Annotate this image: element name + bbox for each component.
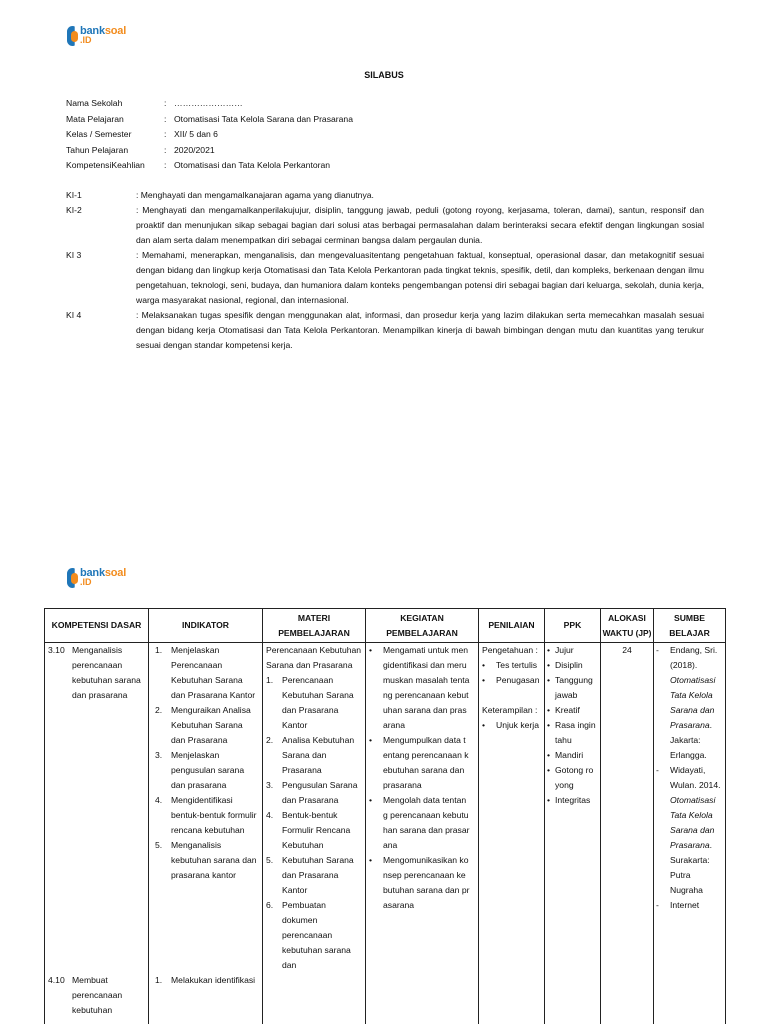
indikator-item-number: 1. [155,975,163,985]
bullet-icon: • [547,660,551,670]
bullet-icon: • [547,765,551,775]
logo-text-soal: soal [104,567,127,579]
info-separator: : [164,144,167,155]
ki-row [66,188,704,203]
kd-number: 3.10 [48,645,65,655]
source-item: - Widayati, Wulan. 2014. Otomatisasi Tata Kelola Sarana dan Prasarana. Surakarta: Putra Nugraha [656,765,721,895]
indikator-item-number: 4. [155,795,163,805]
kegiatan-item [369,793,470,853]
table-header-row [45,609,726,643]
info-value: Otomatisasi dan Tata Kelola Perkantoran [174,160,331,171]
logo-text-soal: soal [104,25,127,37]
cell-ppk [545,643,601,1024]
bullet-icon: • [547,750,551,760]
kegiatan-item [369,853,470,913]
ki-row [66,203,704,248]
ppk-item [547,673,597,703]
ppk-item-text: Mandiri [555,750,584,760]
cell-penilaian [479,643,545,1024]
brand-logo-bottom [67,568,126,588]
ki-code: KI-1 [66,190,82,200]
brand-logo-icon [67,568,78,588]
table-row [45,643,726,1024]
ppk-item-text: Tanggung jawab [555,675,593,700]
brand-logo-icon [67,26,78,46]
ppk-item [547,643,597,658]
info-row [66,127,353,143]
materi-intro: Perencanaan Kebutuhan Sarana dan Prasarana [266,645,362,670]
info-label: Kelas / Semester [66,129,132,140]
bullet-icon: • [369,645,373,655]
kegiatan-item-text: Mengolah data tentang perencanaan kebutuhan sarana dan prasarana [383,795,470,850]
indikator-item-text: Mengidentifikasi bentuk-bentuk formulir rencana kebutuhan [171,795,257,835]
materi-item-number: 5. [266,855,274,865]
kegiatan-item [369,643,470,733]
kd-item [48,643,145,973]
identity-block [66,96,353,174]
info-value: XII/ 5 dan 6 [174,129,218,140]
ki-code: KI 4 [66,310,82,320]
ki-text: : Melaksanakan tugas spesifik dengan menggunakan alat, informasi, dan prosedur kerja yang lazim dilakukan serta memecahkan masalah sesuai dengan bidang kerja Otomatisasi dan Tata Kelola Perkantoran. Menampilkan kinerja di bawah bimbingan dengan mutu dan kuantitas yang terukur sesuai dengan standar kompetensi kerja. [136,310,704,350]
page-title: SILABUS [364,70,404,80]
materi-item [266,673,362,733]
kd-item [48,973,145,1018]
materi-item-number: 4. [266,810,274,820]
info-row [66,96,353,112]
logo-text-id: .ID [80,35,92,45]
penilaian-keterampilan-label: Keterampilan : [482,705,538,715]
indikator-item-text: Menjelaskan Perencanaan Kebutuhan Sarana dan Prasarana Kantor [171,645,256,700]
kd-text: Membuat perencanaan kebutuhan [72,975,123,1015]
header-sumber: SUMBE BELAJAR [654,609,726,643]
source-title: Otomatisasi Tata Kelola Sarana dan Prasarana [670,675,716,730]
penilaian-item [482,718,541,733]
alokasi-value: 24 [622,645,632,655]
indikator-item [155,748,259,793]
indikator-item-number: 5. [155,840,163,850]
cell-alokasi [601,643,654,1024]
info-separator: : [164,98,167,108]
indikator-item-number: 2. [155,705,163,715]
bullet-icon: • [369,855,373,865]
materi-item-text: Pembuatan dokumen perencanaan kebutuhan sarana dan [282,900,351,970]
ki-row [66,248,704,308]
materi-item-number: 6. [266,900,274,910]
kd-text: Menganalisis perencanaan kebutuhan sarana dan prasarana [72,645,141,700]
ppk-item-text: Gotong royong [555,765,594,790]
penilaian-item-text: Tes tertulis [496,660,538,670]
ppk-item-text: Jujur [555,645,574,655]
logo-text-id: .ID [80,577,92,587]
cell-materi [263,643,366,1024]
info-row [66,143,353,159]
materi-item-number: 2. [266,735,274,745]
indikator-item [155,703,259,748]
materi-item [266,808,362,853]
ki-text: : Menghayati dan mengamalkanperilakujujur, disiplin, tanggung jawab, peduli (gotong royong, kerjasama, toleran, damai), santun, responsif dan proaktif dan menunjukan sikap sebagai bagian dari solusi atas berbagai permasalahan dalam berinteraksi secara efektif dengan lingkungan sosial dan alam serta dalam menempatkan diri sebagai cerminan bangsa dalam pergaulan dunia. [136,205,704,245]
bullet-icon: • [547,705,551,715]
materi-item [266,898,362,973]
bullet-icon: • [369,795,373,805]
penilaian-item-text: Penugasan [496,675,540,685]
ki-row [66,308,704,353]
kegiatan-item [369,733,470,793]
indikator-item-text: Menguraikan Analisa Kebutuhan Sarana dan Prasarana [171,705,251,745]
brand-logo-top [67,26,126,46]
header-materi: MATERI PEMBELAJARAN [263,609,366,643]
bullet-icon: • [547,795,551,805]
ki-text: : Memahami, menerapkan, menganalisis, dan mengevaluasitentang pengetahuan faktual, konseptual, operasional dasar, dan metakognitif sesuai dengan bidang dan lingkup kerja Otomatisasi dan Tata Kelola Perkantoran pada tingkat teknis, spesifik, detil, dan kompleks, berkenaan dengan ilmu pengetahuan, teknologi, seni, budaya, dan humaniora dalam konteks pengembangan potensi diri sebagai bagian dari keluarga, sekolah, dunia kerja, warga masyarakat nasional, regional, dan internasional. [136,250,704,305]
core-competencies [66,188,704,353]
info-separator: : [164,129,167,140]
header-alokasi: ALOKASI WAKTU (JP) [601,609,654,643]
info-value: Otomatisasi Tata Kelola Sarana dan Prasarana [174,113,353,124]
info-separator: : [164,113,167,124]
ppk-item [547,718,597,748]
penilaian-item-text: Unjuk kerja [496,720,539,730]
ppk-item-text: Disiplin [555,660,583,670]
kd-number: 4.10 [48,975,65,985]
cell-sumber [654,643,726,1024]
ki-code: KI-2 [66,205,82,215]
indikator-item-text: Menjelaskan pengusulan sarana dan prasarana [171,750,245,790]
info-separator: : [164,160,167,171]
ppk-item [547,748,597,763]
bullet-icon: • [482,720,486,730]
source-item: - Endang, Sri. (2018). Otomatisasi Tata Kelola Sarana dan Prasarana. Jakarta: Erlangga. [656,645,718,760]
cell-indikator [149,643,263,1024]
ppk-item-text: Rasa ingintahu [555,720,596,745]
kegiatan-item-text: Mengamati untuk mengidentifikasi dan merumuskan masalah tentang perencanaan kebutuhan sarana dan prasarana [383,645,470,730]
materi-item-number: 3. [266,780,274,790]
info-row [66,112,353,128]
ki-code: KI 3 [66,250,82,260]
indikator-item-text: Melakukan identifikasi [171,975,256,985]
ppk-item [547,793,597,808]
materi-item-text: Kebutuhan Sarana dan Prasarana Kantor [282,855,354,895]
kegiatan-item-text: Mengumpulkan data tentang perencanaan kebutuhan sarana dan prasarana [383,735,469,790]
bullet-icon: • [547,675,551,685]
bullet-icon: • [369,735,373,745]
indikator-item [155,973,259,988]
header-kompetensi-dasar: KOMPETENSI DASAR [45,609,149,643]
indikator-item-text: Menganalisis kebutuhan sarana dan prasarana kantor [171,840,257,880]
materi-item [266,778,362,808]
logo-text-bank: bank [80,567,105,579]
cell-kegiatan [366,643,479,1024]
ppk-item [547,658,597,673]
indikator-item-number: 3. [155,750,163,760]
info-label: Nama Sekolah [66,98,123,108]
ppk-item-text: Integritas [555,795,591,805]
bullet-icon: • [547,645,551,655]
info-row [66,158,353,174]
penilaian-pengetahuan-label: Pengetahuan : [482,645,538,655]
header-kegiatan: KEGIATAN PEMBELAJARAN [366,609,479,643]
source-item: - Internet [656,900,700,910]
info-label: KompetensiKeahlian [66,160,145,171]
indikator-item [155,838,259,883]
syllabus-table [44,608,726,1024]
penilaian-item [482,673,541,688]
materi-item-text: Perencanaan Kebutuhan Sarana dan Prasarana Kantor [282,675,354,730]
cell-kompetensi-dasar [45,643,149,1024]
materi-item [266,853,362,898]
header-indikator: INDIKATOR [149,609,263,643]
bullet-icon: • [482,675,486,685]
bullet-icon: • [547,720,551,730]
info-label: Tahun Pelajaran [66,144,129,155]
ppk-item [547,763,597,793]
ppk-item-text: Kreatif [555,705,580,715]
logo-text-bank: bank [80,25,105,37]
header-penilaian: PENILAIAN [479,609,545,643]
kegiatan-item-text: Mengomunikasikan konsep perencanaan kebutuhan sarana dan prasarana [383,855,470,910]
indikator-item [155,793,259,838]
info-value: …………………… [174,98,243,108]
indikator-item [155,643,259,703]
info-value: 2020/2021 [174,144,215,155]
materi-item-text: Analisa Kebutuhan Sarana dan Prasarana [282,735,355,775]
info-label: Mata Pelajaran [66,113,124,124]
ppk-item [547,703,597,718]
penilaian-item [482,658,541,673]
materi-item-number: 1. [266,675,274,685]
materi-item-text: Bentuk-bentuk Formulir Rencana Kebutuhan [282,810,351,850]
materi-item-text: Pengusulan Sarana dan Prasarana [282,780,358,805]
ki-text: : Menghayati dan mengamalkanajaran agama yang dianutnya. [136,190,374,200]
materi-item [266,733,362,778]
source-title: Otomatisasi Tata Kelola Sarana dan Prasarana [670,795,716,850]
header-ppk: PPK [545,609,601,643]
indikator-item-number: 1. [155,645,163,655]
bullet-icon: • [482,660,486,670]
